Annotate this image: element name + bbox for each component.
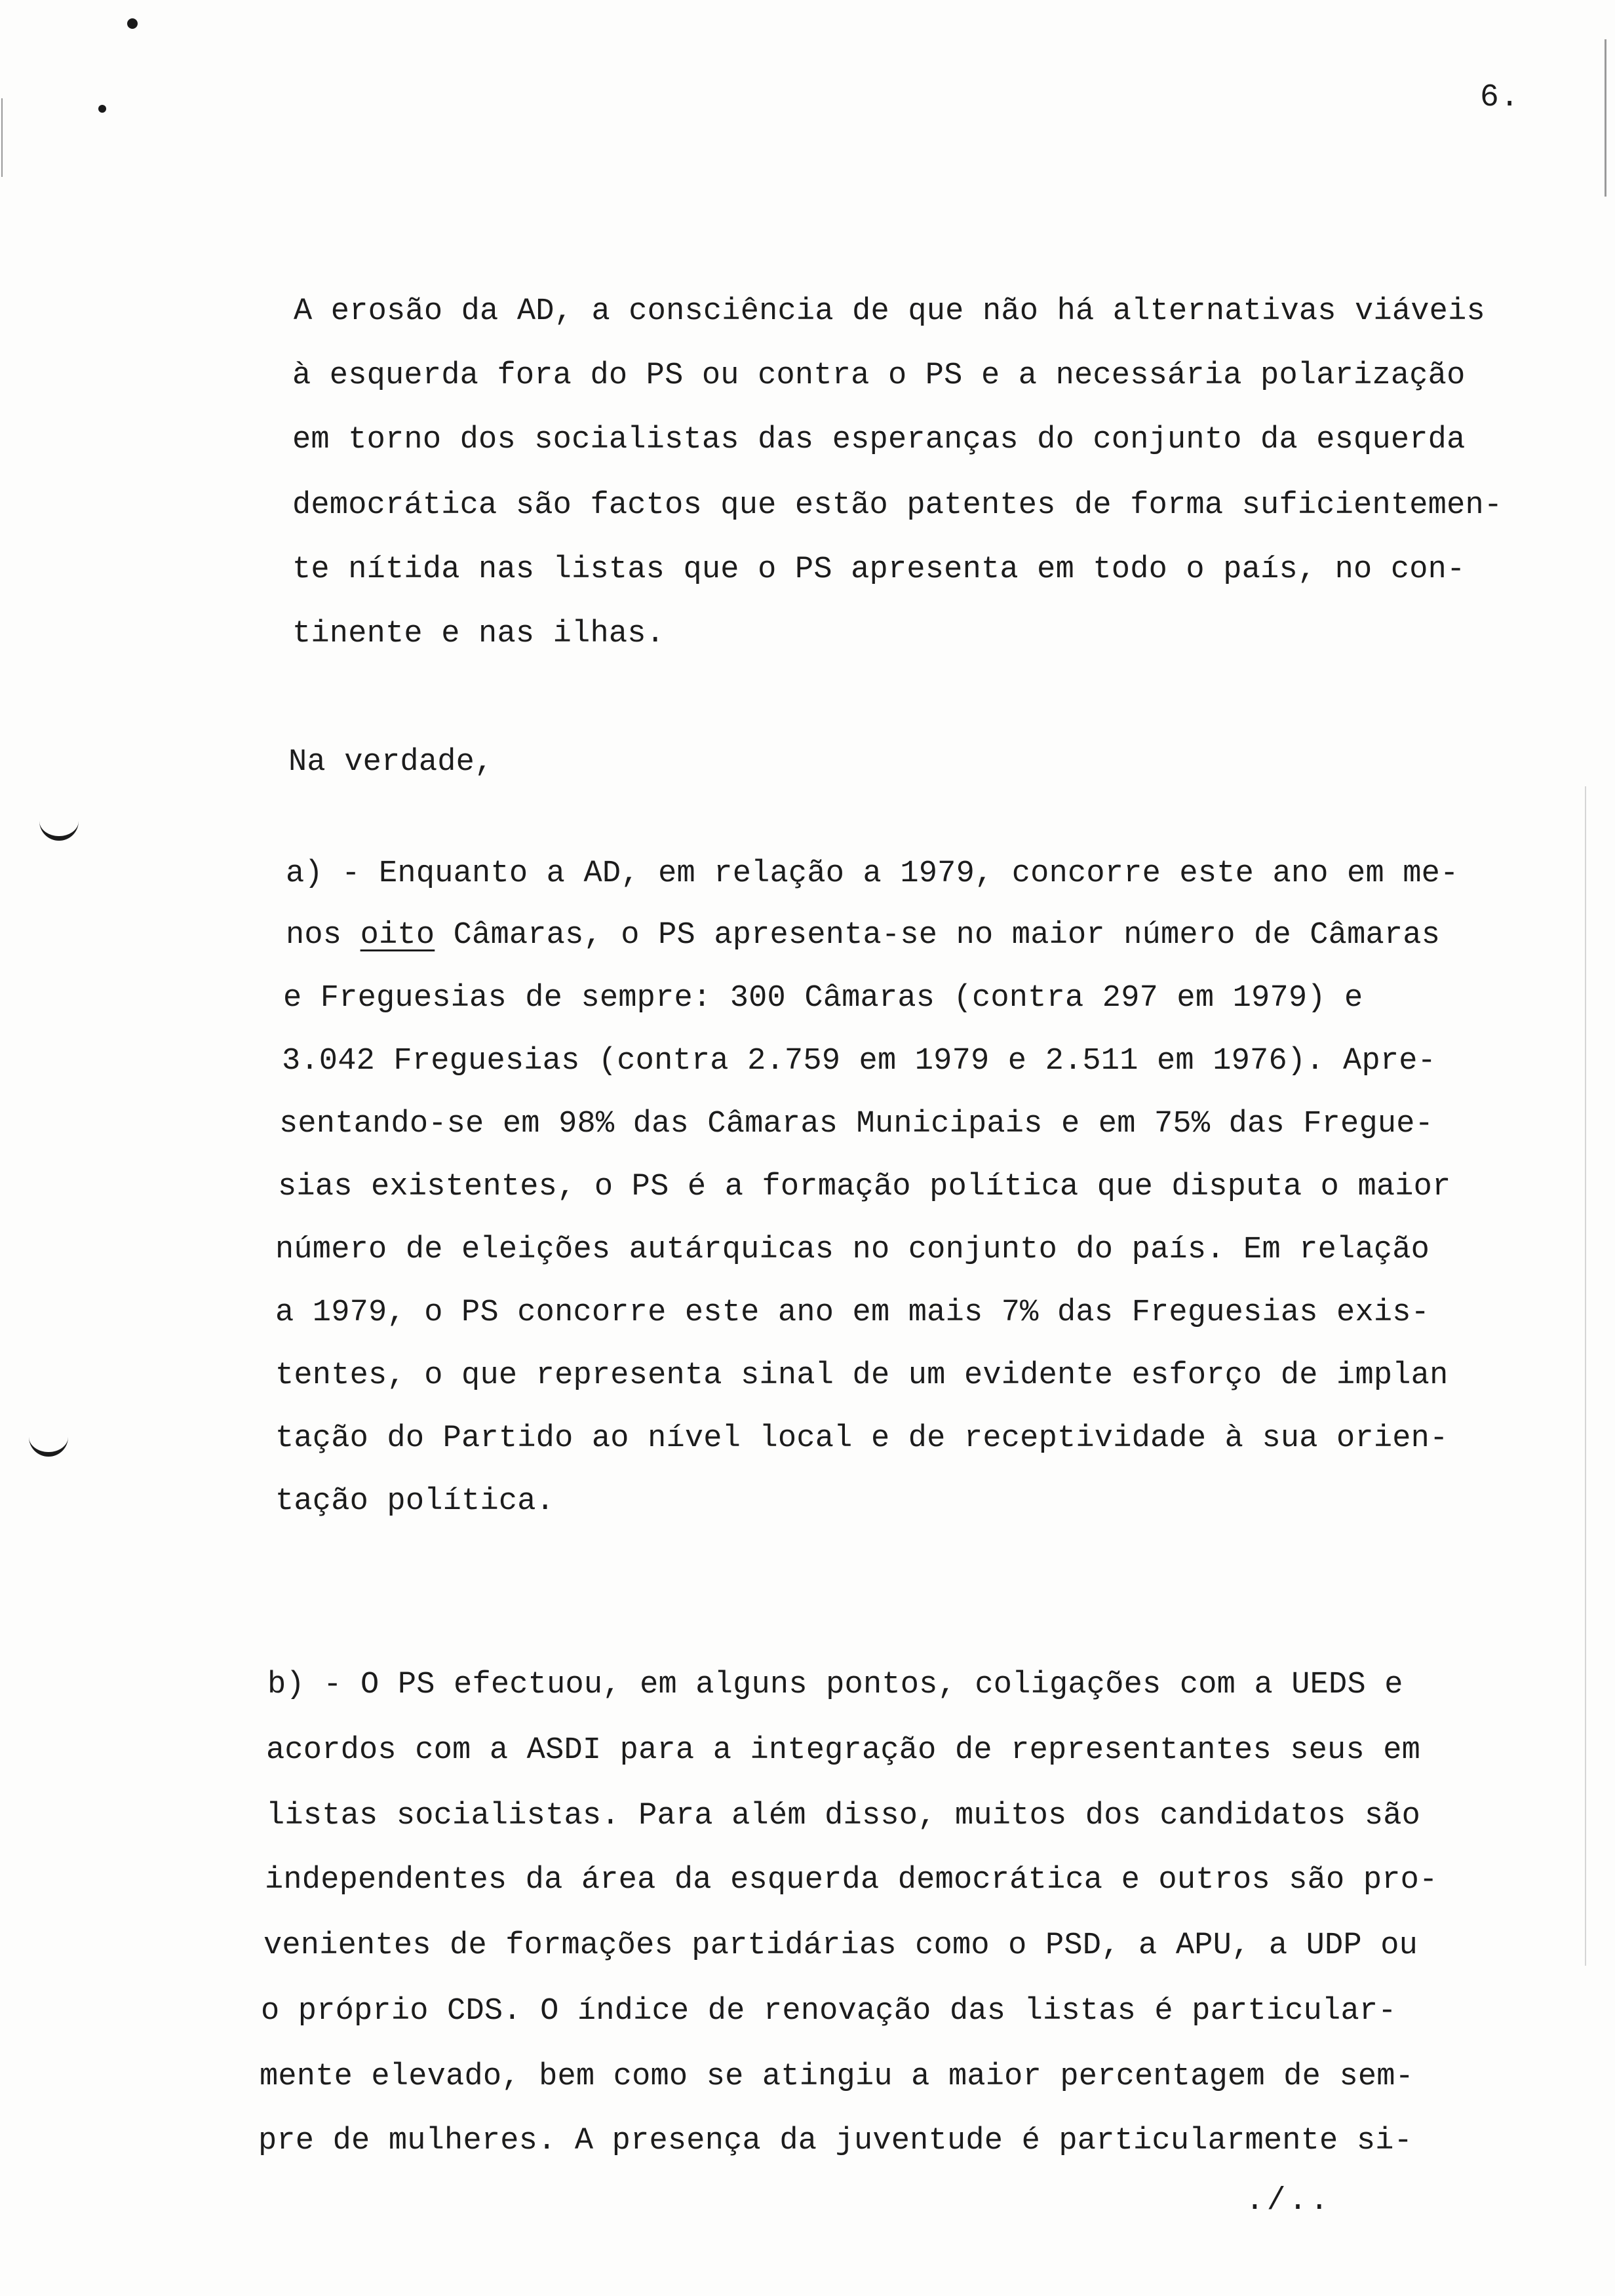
item-a-line: a) - Enquanto a AD, em relação a 1979, concorre este ano em me-	[286, 856, 1459, 891]
scan-edge-right	[1585, 786, 1586, 1966]
item-b-line: independentes da área da esquerda democrática e outros são pro-	[265, 1863, 1438, 1898]
item-a-line: 3.042 Freguesias (contra 2.759 em 1979 e 2.511 em 1976). Apre-	[282, 1044, 1437, 1079]
item-b-line: acordos com a ASDI para a integração de representantes seus em	[266, 1733, 1421, 1768]
scan-speck	[98, 105, 106, 113]
item-a-text: Câmaras, o PS apresenta-se no maior número de Câmaras	[435, 918, 1441, 953]
intro-line: à esquerda fora do PS ou contra o PS e a necessária polarização	[292, 358, 1466, 393]
item-a-line: tação do Partido ao nível local e de receptividade à sua orien-	[275, 1421, 1449, 1456]
scan-edge-left	[1, 98, 3, 177]
underlined-word: oito	[360, 918, 435, 953]
item-b-line: venientes de formações partidárias como o PSD, a APU, a UDP ou	[263, 1928, 1418, 1963]
item-a-line: sias existentes, o PS é a formação política que disputa o maior	[278, 1170, 1451, 1204]
punch-hole-mark	[29, 1426, 68, 1457]
continuation-marker: ./..	[1245, 2183, 1332, 2219]
item-b-line: pre de mulheres. A presença da juventude é particularmente si-	[258, 2124, 1413, 2158]
item-b-line: o próprio CDS. O índice de renovação das listas é particular-	[261, 1994, 1397, 2029]
intro-line: A erosão da AD, a consciência de que não há alternativas viáveis	[294, 294, 1485, 329]
item-b-line: b) - O PS efectuou, em alguns pontos, coligações com a UEDS e	[267, 1668, 1403, 1702]
punch-hole-mark	[39, 810, 79, 841]
scan-speck	[127, 18, 138, 29]
scan-edge-right	[1605, 39, 1606, 197]
item-a-line: a 1979, o PS concorre este ano em mais 7% das Freguesias exis-	[275, 1295, 1430, 1330]
intro-line: te nítida nas listas que o PS apresenta em todo o país, no con-	[292, 552, 1466, 587]
intro-line: democrática são factos que estão patentes de forma suficientemen-	[292, 488, 1503, 523]
item-b-line: mente elevado, bem como se atingiu a maior percentagem de sem-	[260, 2059, 1414, 2094]
item-a-line: tentes, o que representa sinal de um evidente esforço de implan	[275, 1358, 1449, 1393]
item-a-line: e Freguesias de sempre: 300 Câmaras (contra 297 em 1979) e	[283, 981, 1363, 1016]
item-b-line: listas socialistas. Para além disso, muitos dos candidatos são	[266, 1799, 1421, 1833]
item-a-line: tação política.	[275, 1484, 555, 1519]
item-a-text: nos	[286, 918, 360, 953]
item-a-line	[286, 920, 1440, 951]
intro-line: tinente e nas ilhas.	[292, 617, 665, 651]
item-a-line: sentando-se em 98% das Câmaras Municipais e em 75% das Fregue-	[279, 1107, 1434, 1141]
intro-line: em torno dos socialistas das esperanças do conjunto da esquerda	[292, 423, 1466, 457]
transition-text: Na verdade,	[288, 745, 494, 780]
page-number: 6.	[1480, 80, 1521, 115]
item-a-line: número de eleições autárquicas no conjunto do país. Em relação	[275, 1233, 1430, 1267]
